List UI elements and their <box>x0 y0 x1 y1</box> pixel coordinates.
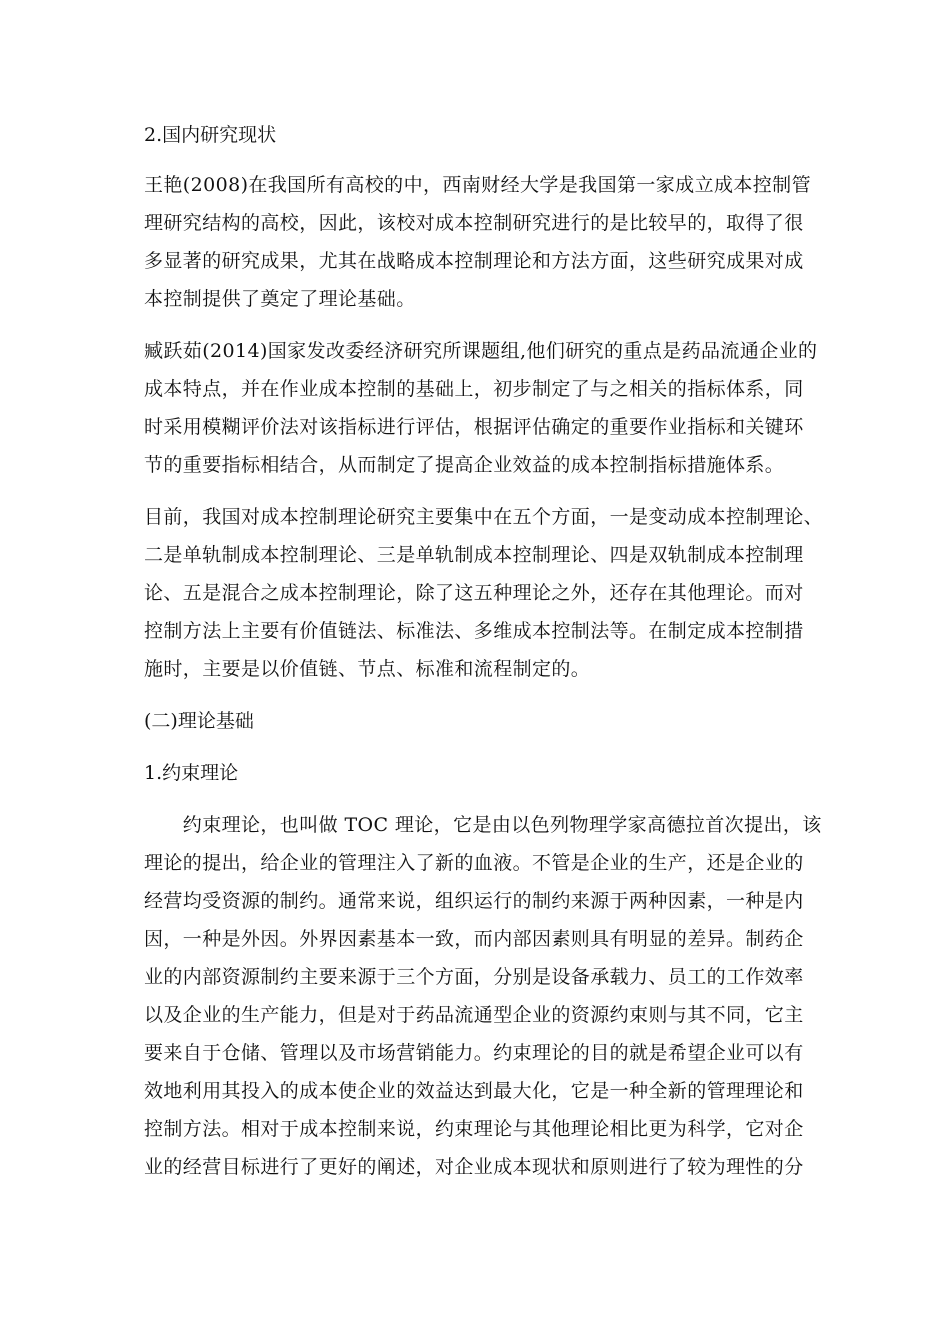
paragraph-line: 王艳(2008)在我国所有高校的中，西南财经大学是我国第一家成立成本控制管 <box>144 174 811 196</box>
paragraph-line: 理论的提出，给企业的管理注入了新的血液。不管是企业的生产，还是企业的 <box>144 852 804 874</box>
paragraph-line: 以及企业的生产能力，但是对于药品流通型企业的资源约束则与其不同，它主 <box>144 1004 804 1026</box>
paragraph-line: 节的重要指标相结合，从而制定了提高企业效益的成本控制指标措施体系。 <box>144 454 785 476</box>
paragraph-line: 要来自于仓储、管理以及市场营销能力。约束理论的目的就是希望企业可以有 <box>144 1042 804 1064</box>
paragraph-line: 臧跃茹(2014)国家发改委经济研究所课题组,他们研究的重点是药品流通企业的 <box>144 340 818 362</box>
paragraph-line: 业的经营目标进行了更好的阐述，对企业成本现状和原则进行了较为理性的分 <box>144 1156 804 1178</box>
section-heading-theory-basis: (二)理论基础 <box>144 710 254 732</box>
paragraph-line: 成本特点，并在作业成本控制的基础上，初步制定了与之相关的指标体系，同 <box>144 378 804 400</box>
paragraph-line: 多显著的研究成果，尤其在战略成本控制理论和方法方面，这些研究成果对成 <box>144 250 804 272</box>
paragraph-line: 施时，主要是以价值链、节点、标准和流程制定的。 <box>144 658 591 680</box>
section-heading-domestic-research: 2.国内研究现状 <box>144 124 277 146</box>
paragraph-current-research <box>144 498 824 688</box>
paragraph-line: 经营均受资源的制约。通常来说，组织运行的制约来源于两种因素，一种是内 <box>144 890 804 912</box>
paragraph-zang-yueru <box>144 332 818 484</box>
paragraph-wang-yan <box>144 166 811 318</box>
paragraph-line: 效地利用其投入的成本使企业的效益达到最大化，它是一种全新的管理理论和 <box>144 1080 804 1102</box>
paragraph-constraint-theory <box>144 806 822 1186</box>
subheading-constraint-theory: 1.约束理论 <box>144 762 239 784</box>
paragraph-line: 论、五是混合之成本控制理论，除了这五种理论之外，还存在其他理论。而对 <box>144 582 804 604</box>
paragraph-line: 本控制提供了奠定了理论基础。 <box>144 288 416 310</box>
paragraph-line: 二是单轨制成本控制理论、三是单轨制成本控制理论、四是双轨制成本控制理 <box>144 544 804 566</box>
paragraph-line: 约束理论，也叫做 TOC 理论，它是由以色列物理学家高德拉首次提出，该 <box>144 814 822 836</box>
paragraph-line: 理研究结构的高校，因此，该校对成本控制研究进行的是比较早的，取得了很 <box>144 212 804 234</box>
paragraph-line: 控制方法。相对于成本控制来说，约束理论与其他理论相比更为科学，它对企 <box>144 1118 804 1140</box>
document-page <box>144 116 824 1186</box>
paragraph-line: 因，一种是外因。外界因素基本一致，而内部因素则具有明显的差异。制药企 <box>144 928 804 950</box>
paragraph-line: 目前，我国对成本控制理论研究主要集中在五个方面，一是变动成本控制理论、 <box>144 506 824 528</box>
paragraph-line: 控制方法上主要有价值链法、标准法、多维成本控制法等。在制定成本控制措 <box>144 620 804 642</box>
paragraph-line: 时采用模糊评价法对该指标进行评估，根据评估确定的重要作业指标和关键环 <box>144 416 804 438</box>
paragraph-line: 业的内部资源制约主要来源于三个方面，分别是设备承载力、员工的工作效率 <box>144 966 804 988</box>
